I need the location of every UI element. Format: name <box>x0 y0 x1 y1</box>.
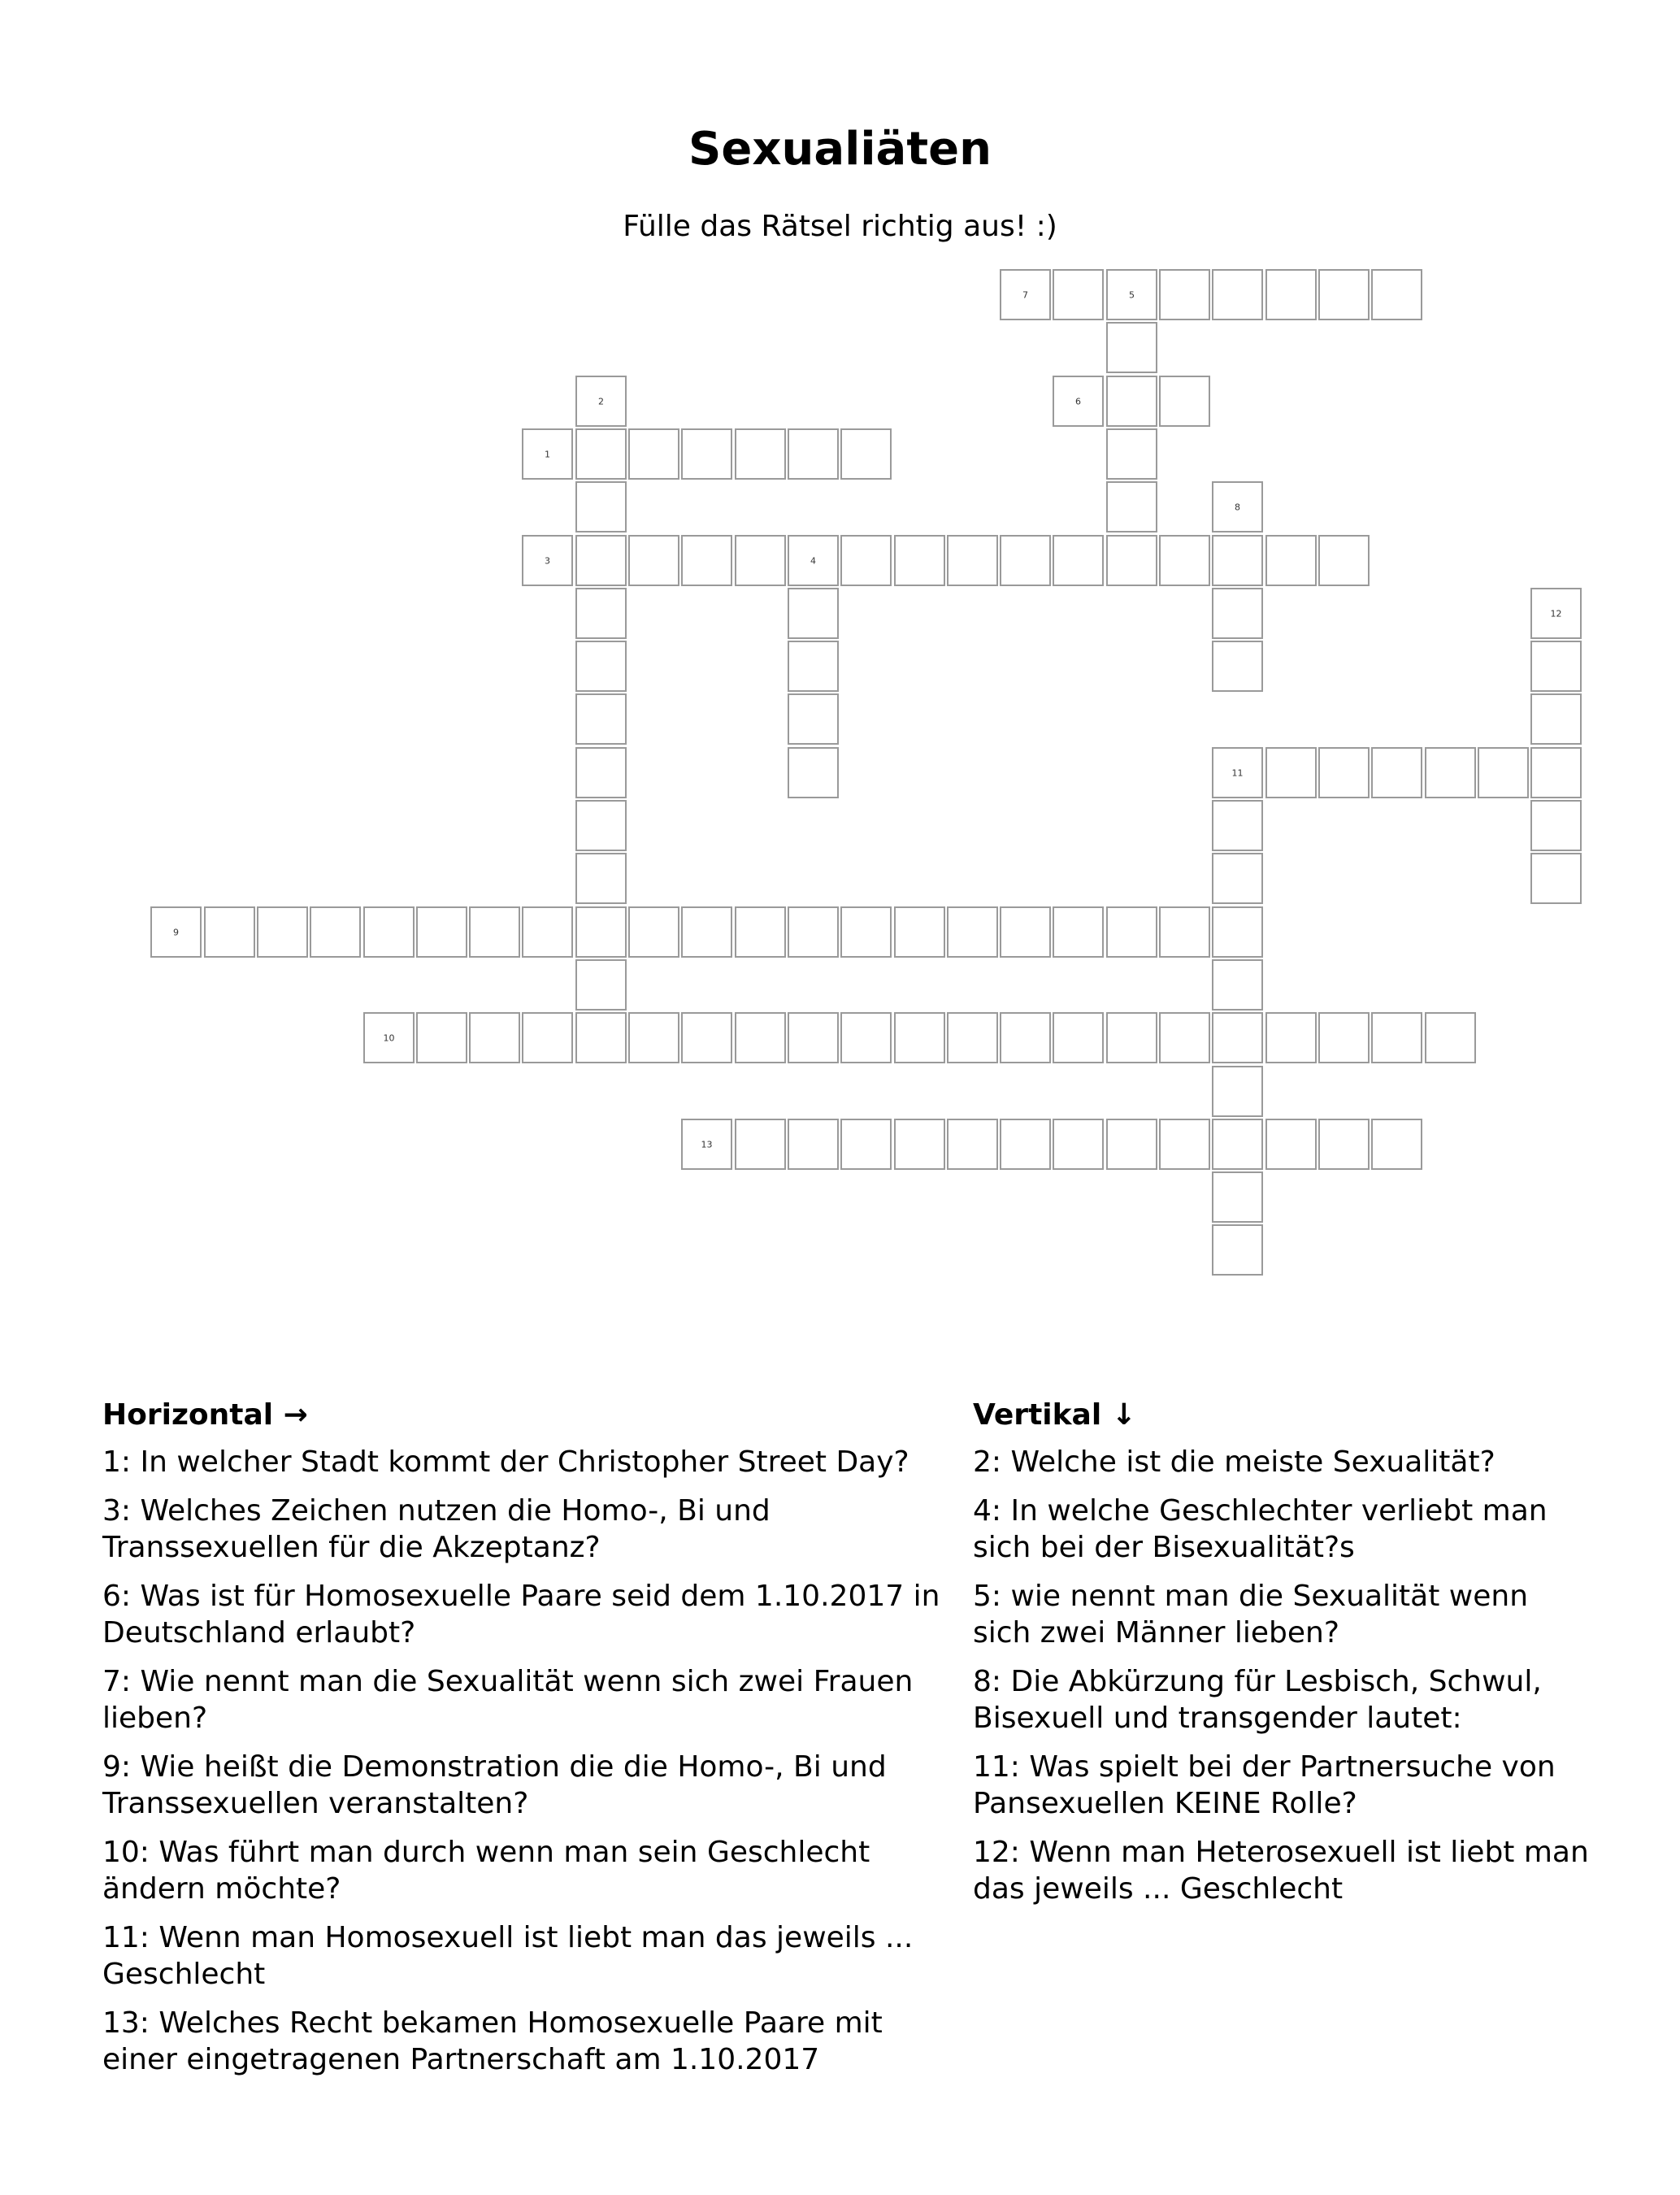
crossword-cell[interactable] <box>947 535 998 586</box>
crossword-cell[interactable] <box>1212 800 1263 851</box>
clue-across: 9: Wie heißt die Demonstration die die Homo-, Bi und Transsexuellen veranstalten? <box>102 1750 887 1820</box>
crossword-cell[interactable] <box>1000 535 1051 586</box>
crossword-cell[interactable] <box>257 906 308 958</box>
crossword-cell[interactable] <box>1053 1119 1104 1170</box>
crossword-cell-13[interactable] <box>681 1119 732 1170</box>
crossword-cell[interactable] <box>1425 1012 1476 1063</box>
crossword-cell[interactable] <box>1530 853 1582 904</box>
clue-across: 13: Welches Recht bekamen Homosexuelle Paare mit einer eingetragenen Partnerschaft am 1.10.2017 <box>102 2006 883 2076</box>
crossword-cell[interactable] <box>1371 1119 1422 1170</box>
crossword-cell[interactable] <box>1106 376 1157 427</box>
crossword-cell[interactable] <box>522 1012 573 1063</box>
clue-number: 10 <box>383 1032 395 1043</box>
crossword-cell[interactable] <box>1265 535 1317 586</box>
crossword-cell[interactable] <box>575 535 627 586</box>
crossword-cell[interactable] <box>628 535 679 586</box>
crossword-cell-5[interactable] <box>1106 269 1157 320</box>
crossword-cell-4[interactable] <box>788 535 839 586</box>
crossword-cell[interactable] <box>894 535 945 586</box>
crossword-cell[interactable] <box>788 641 839 692</box>
crossword-cell[interactable] <box>628 428 679 480</box>
down-clues <box>973 1397 1591 1919</box>
clue-number: 7 <box>1022 289 1028 300</box>
crossword-cell[interactable] <box>1212 1119 1263 1170</box>
crossword-cell[interactable] <box>840 535 892 586</box>
clue-down: 2: Welche ist die meiste Sexualität? <box>973 1445 1496 1479</box>
crossword-cell[interactable] <box>681 906 732 958</box>
crossword-cell[interactable] <box>788 906 839 958</box>
crossword-cell[interactable] <box>1318 1119 1370 1170</box>
crossword-cell[interactable] <box>575 959 627 1011</box>
crossword-cell[interactable] <box>1212 1012 1263 1063</box>
crossword-cell[interactable] <box>788 428 839 480</box>
crossword-cell[interactable] <box>1106 428 1157 480</box>
crossword-cell[interactable] <box>1212 269 1263 320</box>
crossword-cell-12[interactable] <box>1530 588 1582 639</box>
crossword-cell[interactable] <box>575 800 627 851</box>
crossword-cell[interactable] <box>575 853 627 904</box>
clue-down: 4: In welche Geschlechter verliebt man sich bei der Bisexualität?s <box>973 1494 1548 1564</box>
crossword-cell[interactable] <box>1371 1012 1422 1063</box>
crossword-cell[interactable] <box>788 693 839 745</box>
crossword-cell[interactable] <box>947 906 998 958</box>
crossword-cell[interactable] <box>1106 906 1157 958</box>
crossword-cell[interactable] <box>1212 853 1263 904</box>
down-heading: Vertikal ↓ <box>973 1398 1136 1432</box>
clue-number: 5 <box>1129 289 1135 300</box>
clue-across: 3: Welches Zeichen nutzen die Homo-, Bi und Transsexuellen für die Akzeptanz? <box>102 1494 771 1564</box>
crossword-cell[interactable] <box>469 1012 520 1063</box>
crossword-cell[interactable] <box>575 693 627 745</box>
crossword-cell[interactable] <box>1159 1119 1210 1170</box>
crossword-cell[interactable] <box>1053 1012 1104 1063</box>
clue-number: 6 <box>1075 396 1081 406</box>
crossword-cell[interactable] <box>840 906 892 958</box>
crossword-cell[interactable] <box>1425 747 1476 798</box>
crossword-cell[interactable] <box>575 641 627 692</box>
crossword-cell[interactable] <box>1478 747 1529 798</box>
crossword-cell[interactable] <box>575 747 627 798</box>
crossword-cell[interactable] <box>894 906 945 958</box>
clue-number: 8 <box>1235 502 1240 512</box>
crossword-cell[interactable] <box>1106 481 1157 532</box>
crossword-cell-3[interactable] <box>522 535 573 586</box>
crossword-cell[interactable] <box>788 1012 839 1063</box>
crossword-cell[interactable] <box>1265 1012 1317 1063</box>
crossword-cell[interactable] <box>1159 535 1210 586</box>
crossword-cell[interactable] <box>575 1012 627 1063</box>
crossword-cell[interactable] <box>681 535 732 586</box>
across-clues <box>102 1397 964 2090</box>
crossword-cell-10[interactable] <box>363 1012 415 1063</box>
crossword-cell[interactable] <box>1212 1171 1263 1223</box>
crossword-cell-8[interactable] <box>1212 481 1263 532</box>
crossword-cell[interactable] <box>1530 641 1582 692</box>
crossword-cell[interactable] <box>1106 1119 1157 1170</box>
crossword-cell[interactable] <box>522 906 573 958</box>
page-title: Sexualiäten <box>688 123 992 176</box>
clue-number: 13 <box>701 1139 713 1150</box>
crossword-cell[interactable] <box>788 747 839 798</box>
crossword-cell[interactable] <box>1159 269 1210 320</box>
crossword-cell[interactable] <box>735 1012 786 1063</box>
crossword-cell[interactable] <box>1106 1012 1157 1063</box>
crossword-cell[interactable] <box>735 1119 786 1170</box>
crossword-cell-6[interactable] <box>1053 376 1104 427</box>
crossword-cell[interactable] <box>735 535 786 586</box>
crossword-cell[interactable] <box>1530 747 1582 798</box>
crossword-cell[interactable] <box>628 1012 679 1063</box>
crossword-cell[interactable] <box>1265 747 1317 798</box>
crossword-cell[interactable] <box>681 1012 732 1063</box>
crossword-cell[interactable] <box>788 1119 839 1170</box>
crossword-cell[interactable] <box>363 906 415 958</box>
crossword-cell[interactable] <box>1053 906 1104 958</box>
clue-down: 5: wie nennt man die Sexualität wenn sich zwei Männer lieben? <box>973 1580 1529 1650</box>
crossword-cell[interactable] <box>1530 693 1582 745</box>
crossword-cell[interactable] <box>1106 535 1157 586</box>
crossword-cell[interactable] <box>1212 1066 1263 1117</box>
clue-number: 3 <box>545 555 550 566</box>
crossword-cell[interactable] <box>735 428 786 480</box>
clue-across: 10: Was führt man durch wenn man sein Geschlecht ändern möchte? <box>102 1836 870 1906</box>
clue-across: 6: Was ist für Homosexuelle Paare seid dem 1.10.2017 in Deutschland erlaubt? <box>102 1580 940 1650</box>
crossword-cell[interactable] <box>1318 747 1370 798</box>
crossword-cell[interactable] <box>1053 535 1104 586</box>
crossword-cell-11[interactable] <box>1212 747 1263 798</box>
across-heading: Horizontal → <box>102 1398 308 1432</box>
crossword-cell[interactable] <box>1265 1119 1317 1170</box>
crossword-cell[interactable] <box>1212 906 1263 958</box>
crossword-cell[interactable] <box>840 1012 892 1063</box>
clue-number: 4 <box>810 555 816 566</box>
crossword-cell[interactable] <box>947 1119 998 1170</box>
crossword-cell[interactable] <box>1371 747 1422 798</box>
crossword-cell[interactable] <box>894 1012 945 1063</box>
crossword-cell[interactable] <box>1212 588 1263 639</box>
crossword-cell[interactable] <box>840 1119 892 1170</box>
crossword-cell[interactable] <box>840 428 892 480</box>
crossword-cell[interactable] <box>575 428 627 480</box>
clue-number: 11 <box>1231 767 1244 778</box>
crossword-cell[interactable] <box>1212 535 1263 586</box>
crossword-cell[interactable] <box>1159 1012 1210 1063</box>
clue-down: 12: Wenn man Heterosexuell ist liebt man das jeweils ... Geschlecht <box>973 1836 1589 1906</box>
clue-across: 1: In welcher Stadt kommt der Christopher Street Day? <box>102 1445 909 1479</box>
crossword-cell[interactable] <box>1053 269 1104 320</box>
crossword-cell[interactable] <box>788 588 839 639</box>
crossword-cell[interactable] <box>575 906 627 958</box>
clue-across: 11: Wenn man Homosexuell ist liebt man das jeweils ... Geschlecht <box>102 1921 914 1991</box>
crossword-cell[interactable] <box>204 906 255 958</box>
crossword-cell[interactable] <box>1318 269 1370 320</box>
page-subtitle: Fülle das Rätsel richtig aus! :) <box>623 210 1057 243</box>
crossword-cell[interactable] <box>1106 322 1157 373</box>
crossword-cell[interactable] <box>1159 376 1210 427</box>
crossword-cell[interactable] <box>575 481 627 532</box>
crossword-cell[interactable] <box>1318 535 1370 586</box>
crossword-cell[interactable] <box>1212 1224 1263 1276</box>
crossword-cell-9[interactable] <box>150 906 202 958</box>
crossword-cell-7[interactable] <box>1000 269 1051 320</box>
crossword-cell[interactable] <box>575 588 627 639</box>
crossword-cell[interactable] <box>1530 800 1582 851</box>
crossword-cell-1[interactable] <box>522 428 573 480</box>
crossword-cell[interactable] <box>1371 269 1422 320</box>
crossword-cell[interactable] <box>469 906 520 958</box>
clue-number: 12 <box>1550 608 1562 619</box>
clue-across: 7: Wie nennt man die Sexualität wenn sich zwei Frauen lieben? <box>102 1665 914 1735</box>
crossword-cell[interactable] <box>628 906 679 958</box>
clue-number: 1 <box>545 449 550 459</box>
clue-number: 9 <box>173 927 179 937</box>
crossword-cell[interactable] <box>1000 906 1051 958</box>
crossword-cell[interactable] <box>1159 906 1210 958</box>
crossword-cell[interactable] <box>947 1012 998 1063</box>
crossword-cell[interactable] <box>1212 959 1263 1011</box>
crossword-cell[interactable] <box>1212 641 1263 692</box>
crossword-cell[interactable] <box>735 906 786 958</box>
crossword-cell[interactable] <box>894 1119 945 1170</box>
crossword-cell[interactable] <box>416 906 467 958</box>
crossword-cell[interactable] <box>416 1012 467 1063</box>
crossword-cell[interactable] <box>681 428 732 480</box>
crossword-cell[interactable] <box>1000 1119 1051 1170</box>
clue-number: 2 <box>598 396 604 406</box>
clue-down: 11: Was spielt bei der Partnersuche von Pansexuellen KEINE Rolle? <box>973 1750 1556 1820</box>
crossword-cell-2[interactable] <box>575 376 627 427</box>
crossword-cell[interactable] <box>1265 269 1317 320</box>
crossword-cell[interactable] <box>310 906 361 958</box>
clue-down: 8: Die Abkürzung für Lesbisch, Schwul, Bisexuell und transgender lautet: <box>973 1665 1542 1735</box>
crossword-cell[interactable] <box>1000 1012 1051 1063</box>
crossword-cell[interactable] <box>1318 1012 1370 1063</box>
